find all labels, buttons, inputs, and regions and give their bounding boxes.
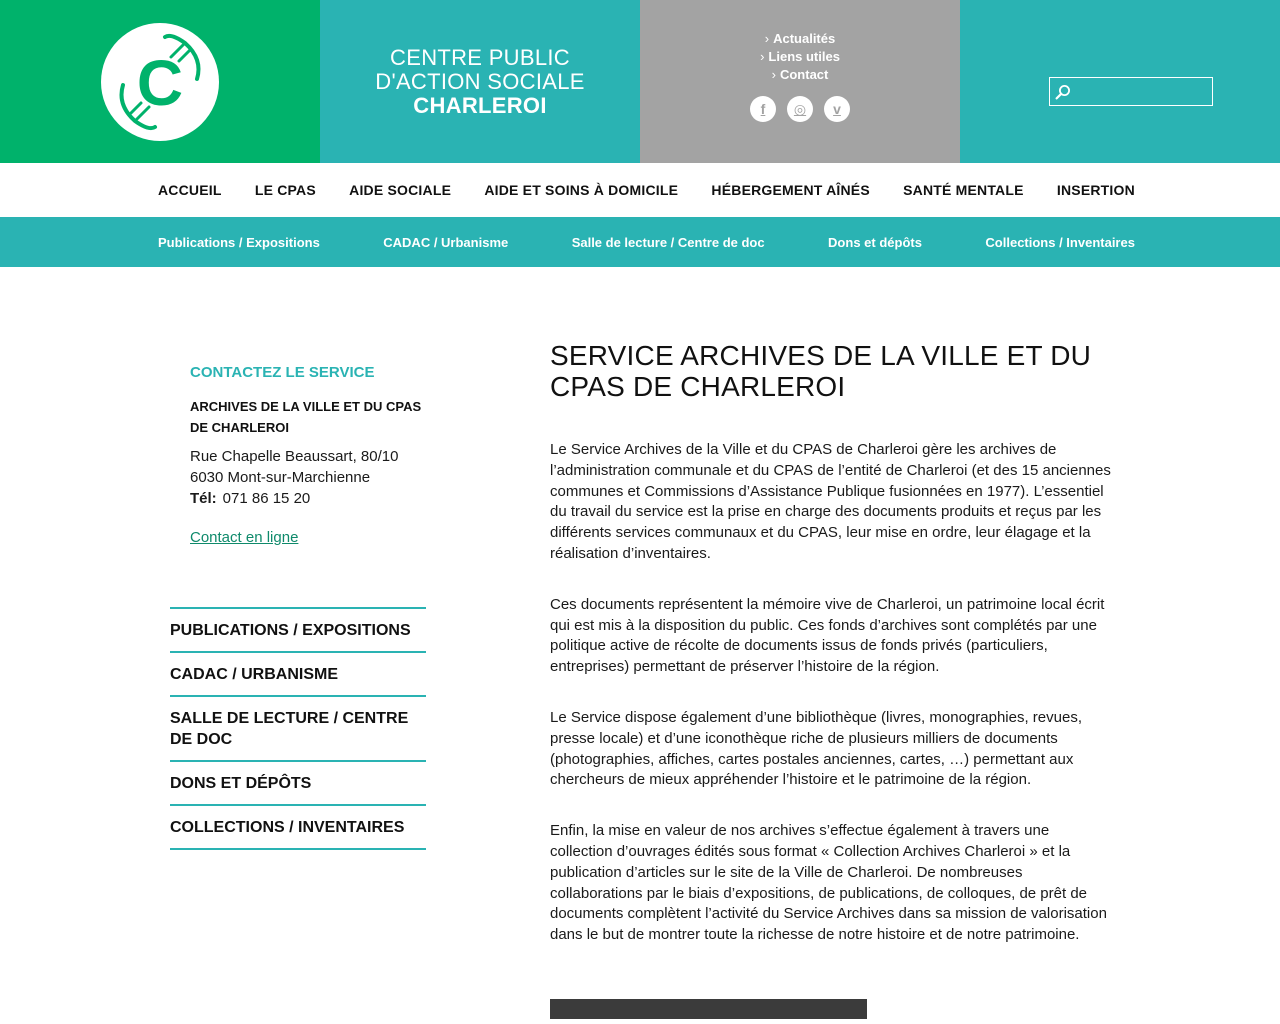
side-menu-item-cadac[interactable]: CADAC / URBANISME [170, 653, 426, 697]
contact-card [170, 360, 426, 547]
logo-block [0, 0, 320, 163]
org-name: ARCHIVES DE LA VILLE ET DU CPAS DE CHARLEROI [190, 399, 422, 435]
side-menu-item-dons-depots[interactable]: DONS ET DÉPÔTS [170, 762, 426, 806]
chevron-right-icon: › [760, 49, 765, 64]
sidebar [170, 360, 426, 850]
search-input[interactable] [1076, 79, 1206, 104]
content-photo [550, 999, 867, 1019]
phone-label: Tél: [190, 490, 217, 507]
nav-item-le-cpas[interactable]: LE CPAS [254, 182, 316, 198]
subnav-item-salle-lecture[interactable]: Salle de lecture / Centre de doc [571, 234, 765, 250]
nav-item-aide-soins-domicile[interactable]: AIDE ET SOINS À DOMICILE [484, 182, 679, 198]
address-line2: 6030 Mont-sur-Marchienne [190, 469, 371, 486]
contact-heading: CONTACTEZ LE SERVICE [190, 364, 375, 381]
subnav-item-cadac[interactable]: CADAC / Urbanisme [383, 234, 509, 250]
chevron-right-icon: › [764, 31, 770, 46]
search-icon[interactable] [1050, 78, 1076, 105]
side-menu-item-collections[interactable]: COLLECTIONS / INVENTAIRES [170, 806, 426, 850]
nav-item-aide-sociale[interactable]: AIDE SOCIALE [349, 182, 452, 198]
site-title-line1: CENTRE PUBLIC [390, 44, 570, 70]
nav-item-accueil[interactable]: ACCUEIL [158, 182, 222, 198]
search-box [1049, 77, 1213, 106]
search-block [960, 0, 1280, 163]
address [190, 446, 426, 509]
util-link-contact[interactable]: › Contact [771, 67, 829, 82]
side-menu [170, 607, 426, 850]
utility-block [640, 0, 960, 163]
content-paragraph-3: Le Service dispose également d’une bibliothèque (livres, monographies, revues, presse locale) et d’une iconothèque riche de plusieurs milliers de documents (photographies, affiches, cartes postales anciennes, cartes, …) permettant aux chercheurs de mieux appréhender l’histoire et le patrimoine de la région. [550, 708, 1082, 789]
subnav-item-dons-depots[interactable]: Dons et dépôts [828, 234, 922, 250]
util-item-liens [640, 48, 960, 66]
side-menu-item-salle-lecture[interactable]: SALLE DE LECTURE / CENTRE DE DOC [170, 697, 426, 762]
nav-item-insertion[interactable]: INSERTION [1056, 182, 1135, 198]
logo-letter: C [136, 47, 184, 119]
util-item-actualites [640, 30, 960, 48]
main-nav [0, 163, 1280, 217]
instagram-icon[interactable]: ◎ [787, 96, 813, 122]
site-title-line3: CHARLEROI [413, 92, 547, 118]
contact-online-link[interactable]: Contact en ligne [190, 529, 299, 546]
util-item-contact [640, 66, 960, 84]
page-title: SERVICE ARCHIVES DE LA VILLE ET DU CPAS DE CHARLEROI [550, 340, 1092, 402]
content-paragraph-4: Enfin, la mise en valeur de nos archives s’effectue également à travers une collection d’ouvrages édités sous format « Collection Archives Charleroi » et la publication d’articles sur le site de la Ville de Charleroi. De nombreuses collaborations par le biais d’expositions, de publications, de colloques, de prêt de documents complètent l’activité du Service Archives dans sa mission de valorisation dans le but de montrer toute la richesse de notre histoire et de notre patrimoine. [550, 822, 1107, 944]
site-header [0, 0, 1280, 163]
vimeo-icon[interactable]: v [824, 96, 850, 122]
nav-item-hebergement-aines[interactable]: HÉBERGEMENT AÎNÉS [711, 182, 870, 198]
phone-value[interactable]: 071 86 15 20 [222, 490, 311, 507]
main-content [550, 340, 1115, 1019]
util-link-liens-utiles[interactable]: › Liens utiles [760, 49, 840, 64]
social-links [640, 96, 960, 122]
site-title-line2: D'ACTION SOCIALE [375, 68, 585, 94]
subnav-item-collections[interactable]: Collections / Inventaires [985, 234, 1135, 250]
sub-nav [0, 217, 1280, 267]
subnav-item-publications[interactable]: Publications / Expositions [158, 234, 320, 250]
facebook-icon[interactable]: f [750, 96, 776, 122]
nav-item-sante-mentale[interactable]: SANTÉ MENTALE [903, 182, 1024, 198]
content-paragraph-1: Le Service Archives de la Ville et du CPAS de Charleroi gère les archives de l’administration communale et du CPAS de l’entité de Charleroi (et des 15 anciennes communes et Commissions d’Assistance Publique fusionnées en 1977). L’essentiel du travail du service est la prise en charge des documents produits et reçus par les différents services communaux et du CPAS, leur mise en ordre, leur élagage et la réalisation d’inventaires. [550, 441, 1111, 562]
util-link-actualites[interactable]: › Actualités [764, 31, 836, 46]
phone [190, 488, 426, 509]
content-paragraph-2: Ces documents représentent la mémoire vive de Charleroi, un patrimoine local écrit qui est mis à la disposition du public. Ces fonds d’archives sont complétés par une politique active de récolte de documents issus de fonds privés (particuliers, entreprises) permettant de préserver l’histoire de la région. [550, 595, 1105, 676]
chevron-right-icon: › [771, 67, 776, 82]
address-line1: Rue Chapelle Beaussart, 80/10 [190, 448, 399, 465]
utility-links [640, 30, 960, 84]
side-menu-item-publications[interactable]: PUBLICATIONS / EXPOSITIONS [170, 609, 426, 653]
cpas-logo-icon [101, 23, 219, 141]
site-title-block [320, 0, 640, 163]
